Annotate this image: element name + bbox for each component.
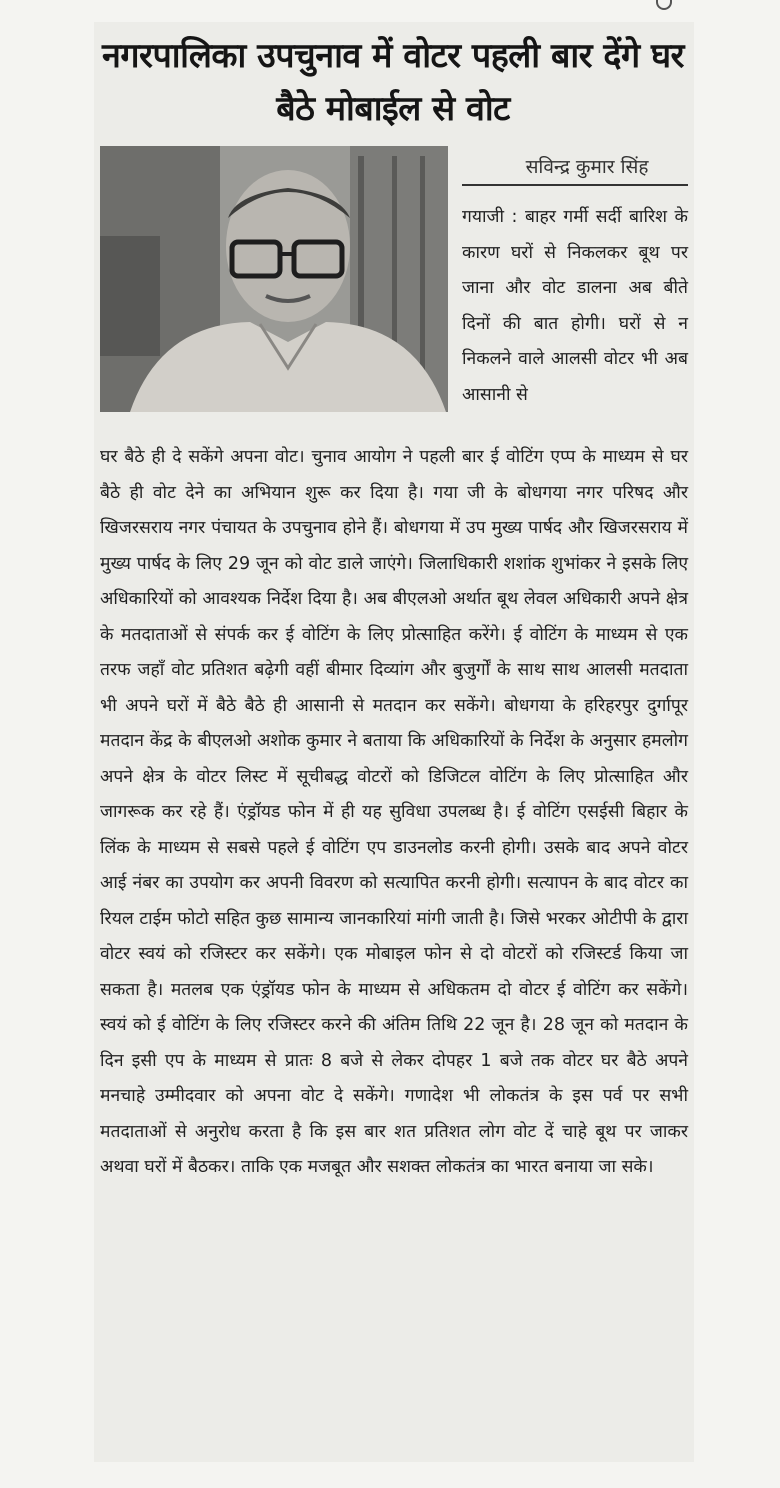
- byline-divider: [462, 184, 688, 186]
- article-body-text: घर बैठे ही दे सकेंगे अपना वोट। चुनाव आयोग ने पहली बार ई वोटिंग एप्प के माध्यम से घर बैठे ही वोट देने का अभियान शुरू कर दिया है। गया जी के बोधगया नगर परिषद और खिजरसराय नगर पंचायत के उपचुनाव होने हैं। बोधगया में उप मुख्य पार्षद और खिजरसराय में मुख्य पार्षद के लिए 29 जून को वोट डाले जाएंगे। जिलाधिकारी शशांक शुभांकर ने इसके लिए अधिकारियों को आवश्यक निर्देश दिया है। अब बीएलओ अर्थात बूथ लेवल अधिकारी अपने क्षेत्र के मतदाताओं से संपर्क कर ई वोटिंग के लिए प्रोत्साहित करेंगे। ई वोटिंग के माध्यम से एक तरफ जहाँ वोट प्रतिशत बढ़ेगी वहीं बीमार दिव्यांग और बुजुर्गों के साथ साथ आलसी मतदाता भी अपने घरों में बैठे बैठे ही आसानी से मतदान कर सकेंगे। बोधगया के हरिहरपुर दुर्गापूर मतदान केंद्र के बीएलओ अशोक कुमार ने बताया कि अधिकारियों के निर्देश के अनुसार हमलोग अपने क्षेत्र के वोटर लिस्ट में सूचीबद्ध वोटरों को डिजिटल वोटिंग के लिए प्रोत्साहित और जागरूक कर रहे हैं। एंड्रॉयड फोन में ही यह सुविधा उपलब्ध है। ई वोटिंग एसईसी बिहार के लिंक के माध्यम से सबसे पहले ई वोटिंग एप डाउनलोड करनी होगी। उसके बाद अपने वोटर आई नंबर का उपयोग कर अपनी विवरण को सत्यापित करनी होगी। सत्यापन के बाद वोटर का रियल टाईम फोटो सहित कुछ सामान्य जानकारियां मांगी जाती है। जिसे भरकर ओटीपी के द्वारा वोटर स्वयं को रजिस्टर कर सकेंगे। एक मोबाइल फोन से दो वोटरों को रजिस्टर्ड किया जा सकता है। मतलब एक एंड्रॉयड फोन के माध्यम से अधिकतम दो वोटर ई वोटिंग कर सकेंगे। स्वयं को ई वोटिंग के लिए रजिस्टर करने की अंतिम तिथि 22 जून है। 28 जून को मतदान के दिन इसी एप के माध्यम से प्रातः 8 बजे से लेकर दोपहर 1 बजे तक वोटर घर बैठे अपने मनचाहे उम्मीदवार को अपना वोट दे सकेंगे। गणादेश भी लोकतंत्र के इस पर्व पर सभी मतदाताओं से अनुरोध करता है कि इस बार शत प्रतिशत लोग वोट दें चाहे बूथ पर जाकर अथवा घरों में बैठकर। ताकि एक मजबूत और सशक्त लोकतंत्र का भारत बनाया जा सके।: [100, 447, 688, 1177]
- byline: सविन्द्र कुमार सिंह: [525, 156, 649, 178]
- article-photo: [100, 146, 448, 412]
- portrait-photo: [100, 146, 448, 412]
- article-lead-text: गयाजी : बाहर गर्मी सर्दी बारिश के कारण घरों से निकलकर बूथ पर जाना और वोट डालना अब बीते दिनों की बात होगी। घरों से न निकलने वाले आलसी वोटर भी अब आसानी से: [462, 207, 688, 405]
- headline: नगरपालिका उपचुनाव में वोटर पहली बार देंगे घर बैठे मोबाईल से वोट: [102, 36, 684, 129]
- scan-mark: [656, 0, 672, 10]
